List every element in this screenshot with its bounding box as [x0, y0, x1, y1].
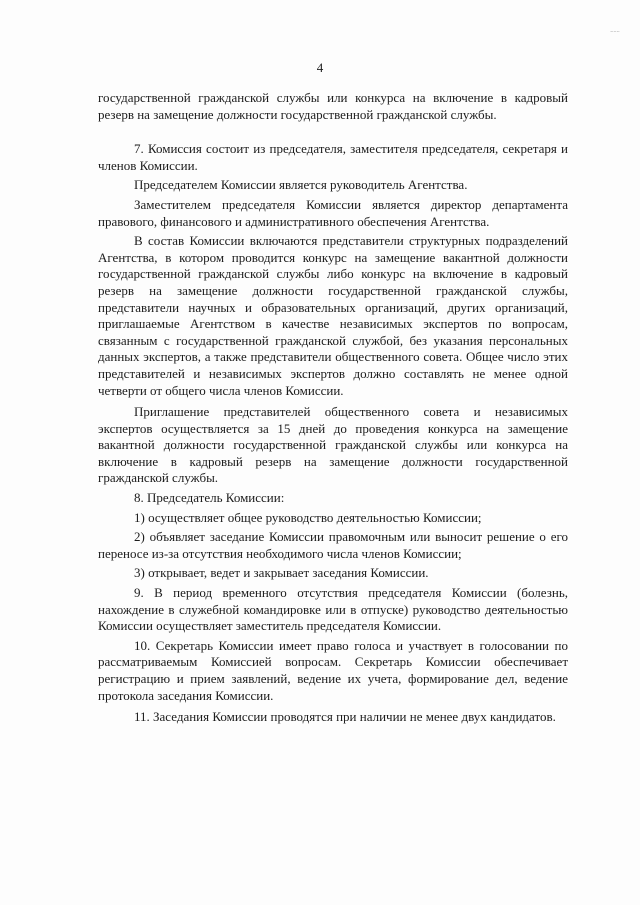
document-body	[98, 90, 568, 726]
corner-mark: ~~~	[610, 30, 620, 35]
paragraph-item-8-2: 2) объявляет заседание Комиссии правомочным или выносит решение о его переносе из-за отсутствия необходимого числа членов Комиссии;	[98, 529, 568, 561]
paragraph-continuation: государственной гражданской службы или конкурса на включение в кадровый резерв на замещение должности государственной гражданской службы.	[98, 90, 568, 122]
paragraph-item-11: 11. Заседания Комиссии проводятся при наличии не менее двух кандидатов.	[134, 709, 556, 725]
page-number: 4	[316, 60, 324, 75]
paragraph-item-8-3: 3) открывает, ведет и закрывает заседания Комиссии.	[134, 565, 429, 581]
paragraph-deputy-chairman: Заместителем председателя Комиссии является директор департамента правового, финансового и административного обеспечения Агентства.	[98, 196, 568, 229]
paragraph-composition: В состав Комиссии включаются представители структурных подразделений Агентства, в котором проводится конкурс на замещение вакантной должности государственной гражданской службы либо конкурс на включение в кадровый резерв на замещение должности государственной гражданской службы, представители научных и образовательных организаций, других организаций, приглашаемые Агентством в качестве независимых экспертов по вопросам, связанным с государственной гражданской службой, без указания персональных данных экспертов, а также представители общественного совета. Общее число этих представителей и независимых экспертов должно составлять не менее одной четверти от общего числа членов Комиссии.	[98, 233, 568, 398]
paragraph-item-7: 7. Комиссия состоит из председателя, заместителя председателя, секретаря и членов Комиссии.	[98, 141, 568, 173]
paragraph-item-10: 10. Секретарь Комиссии имеет право голоса и участвует в голосовании по рассматриваемым Комиссией вопросам. Секретарь Комиссии обеспечивает регистрацию и прием заявлений, ведение их учета, формирование дел, ведение протокола заседания Комиссии.	[98, 637, 568, 703]
paragraph-item-9: 9. В период временного отсутствия председателя Комиссии (болезнь, нахождение в служебной командировке или в отпуске) руководство деятельностью Комиссии осуществляет заместитель председателя Комиссии.	[98, 585, 568, 634]
paragraph-item-8-1: 1) осуществляет общее руководство деятельностью Комиссии;	[134, 509, 482, 525]
paragraph-item-8: 8. Председатель Комиссии:	[134, 490, 285, 506]
paragraph-invitation: Приглашение представителей общественного совета и независимых экспертов осуществляется за 15 дней до проведения конкурса на замещение вакантной должности государственной гражданской службы или конкурса на включение в кадровый резерв на замещение должности государственной гражданской службы.	[98, 404, 568, 486]
paragraph-chairman: Председателем Комиссии является руководитель Агентства.	[134, 177, 468, 193]
